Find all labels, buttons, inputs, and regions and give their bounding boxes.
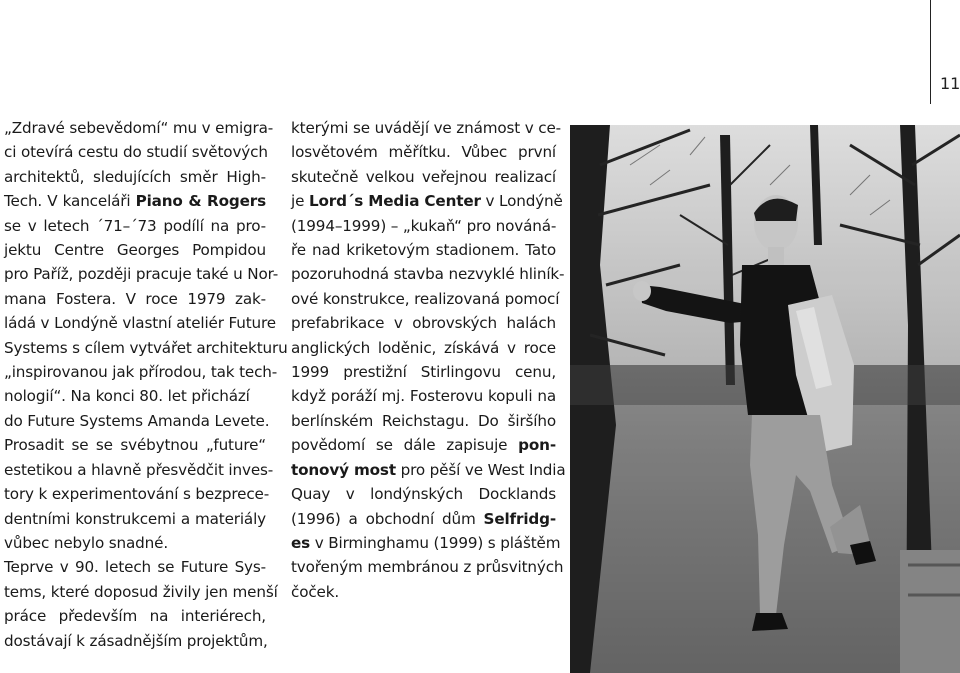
text-line — [291, 140, 556, 164]
text-line — [4, 629, 266, 653]
page-number: 11 — [940, 74, 960, 93]
text-segment: dentními konstrukcemi a materiály — [4, 509, 266, 528]
text-segment: je — [291, 192, 309, 211]
text-line — [4, 531, 266, 555]
text-segment: prefabrikace v obrovských halách — [291, 314, 556, 333]
highlighted-term: pon- — [518, 436, 556, 455]
text-segment: tory k experimentování s bezprece- — [4, 485, 270, 504]
text-line — [4, 555, 266, 579]
text-line — [4, 458, 274, 482]
text-line — [4, 262, 279, 286]
text-segment: ové konstrukce, realizovaná pomocí — [291, 289, 560, 308]
text-segment: berlínském Reichstagu. Do širšího — [291, 411, 556, 430]
text-line — [4, 433, 266, 457]
highlighted-term: es — [291, 533, 311, 552]
text-segment: skutečně velkou veřejnou realizací — [291, 167, 556, 186]
text-segment: čoček. — [291, 582, 340, 601]
text-segment: „inspirovanou jak přírodou, tak tech- — [4, 363, 278, 382]
text-line — [4, 287, 266, 311]
middle-text-column — [291, 116, 566, 604]
text-segment: Teprve v 90. letech se Future Sys- — [4, 558, 266, 577]
text-segment: estetikou a hlavně přesvědčit inves- — [4, 460, 274, 479]
text-line — [291, 336, 556, 360]
text-segment: do Future Systems Amanda Levete. — [4, 411, 270, 430]
highlighted-term: Selfridg- — [483, 509, 556, 528]
text-line — [4, 311, 276, 335]
text-line — [4, 238, 266, 262]
text-line — [291, 531, 561, 555]
text-segment: práce především na interiérech, — [4, 607, 266, 626]
text-segment: 1999 prestižní Stirlingovu cenu, — [291, 363, 556, 382]
text-line — [291, 238, 556, 262]
highlighted-term: Lord´s Media Center — [308, 192, 481, 211]
text-segment: když poráží mj. Fosterovu kopuli na — [291, 387, 556, 406]
text-line — [291, 165, 556, 189]
text-segment: vůbec nebylo snadné. — [4, 533, 168, 552]
text-segment: dostávají k zásadnějším projektům, — [4, 631, 268, 650]
header-divider — [930, 0, 931, 104]
text-line — [291, 360, 556, 384]
text-segment: Quay v londýnských Docklands — [291, 485, 556, 504]
text-line — [291, 214, 556, 238]
text-segment: Prosadit se se svébytnou „future“ — [4, 436, 266, 455]
text-segment: ládá v Londýně vlastní ateliér Future — [4, 314, 276, 333]
text-line — [4, 189, 266, 213]
text-segment: (1994–1999) – „kukaň“ pro nováná- — [291, 216, 557, 235]
left-text-column — [4, 116, 288, 653]
highlighted-term: Piano & Rogers — [135, 192, 266, 211]
text-segment: mana Fostera. V roce 1979 zak- — [4, 289, 266, 308]
text-segment: losvětovém měřítku. Vůbec první — [291, 143, 556, 162]
text-segment: tvořeným membránou z průsvitných — [291, 558, 564, 577]
text-segment: kterými se uvádějí ve známost v ce- — [291, 119, 562, 137]
text-line — [4, 140, 266, 164]
text-line — [291, 433, 556, 457]
text-line — [291, 262, 565, 286]
text-line — [291, 311, 556, 335]
text-segment: povědomí se dále zapisuje — [291, 436, 519, 455]
text-line — [291, 384, 556, 408]
text-line — [291, 458, 566, 482]
text-line — [4, 482, 270, 506]
text-segment: pro pěší ve West India — [395, 460, 566, 479]
text-line — [291, 507, 556, 531]
text-segment: pro Paříž, později pracuje také u Nor- — [4, 265, 279, 284]
text-line — [291, 116, 562, 140]
text-segment: pozoruhodná stavba nezvyklé hliník- — [291, 265, 565, 284]
text-segment: v Londýně — [480, 192, 563, 211]
text-segment: ci otevírá cestu do studií světových — [4, 143, 268, 162]
text-line — [4, 165, 266, 189]
text-line — [4, 116, 274, 140]
text-segment: Tech. V kanceláři — [4, 192, 136, 211]
text-line — [4, 384, 266, 408]
text-line — [4, 214, 266, 238]
text-line — [291, 555, 564, 579]
text-line — [291, 409, 556, 433]
photo-illustration — [570, 125, 960, 673]
text-segment: architektů, sledujících směr High- — [4, 167, 266, 186]
text-line — [291, 482, 556, 506]
archival-photo — [570, 125, 960, 673]
text-line — [4, 604, 266, 628]
text-line — [291, 189, 563, 213]
text-segment: nologií“. Na konci 80. let přichází — [4, 387, 250, 406]
text-segment: se v letech ´71–´73 podílí na pro- — [4, 216, 266, 235]
text-segment: anglických loděnic, získává v roce — [291, 338, 556, 357]
text-segment: „Zdravé sebevědomí“ mu v emigra- — [4, 119, 274, 137]
text-segment: Systems s cílem vytvářet architekturu — [4, 338, 288, 357]
highlighted-term: tonový most — [291, 460, 396, 479]
text-segment: jektu Centre Georges Pompidou — [4, 241, 266, 260]
text-line — [4, 336, 288, 360]
text-line — [4, 580, 278, 604]
text-segment: tems, které doposud živily jen menší — [4, 582, 278, 601]
text-line — [291, 580, 556, 604]
text-line — [4, 360, 278, 384]
text-segment: ře nad kriketovým stadionem. Tato — [291, 241, 556, 260]
text-segment: v Birminghamu (1999) s pláštěm — [310, 533, 561, 552]
text-segment: (1996) a obchodní dům — [291, 509, 484, 528]
text-line — [4, 507, 266, 531]
text-line — [4, 409, 270, 433]
text-line — [291, 287, 560, 311]
